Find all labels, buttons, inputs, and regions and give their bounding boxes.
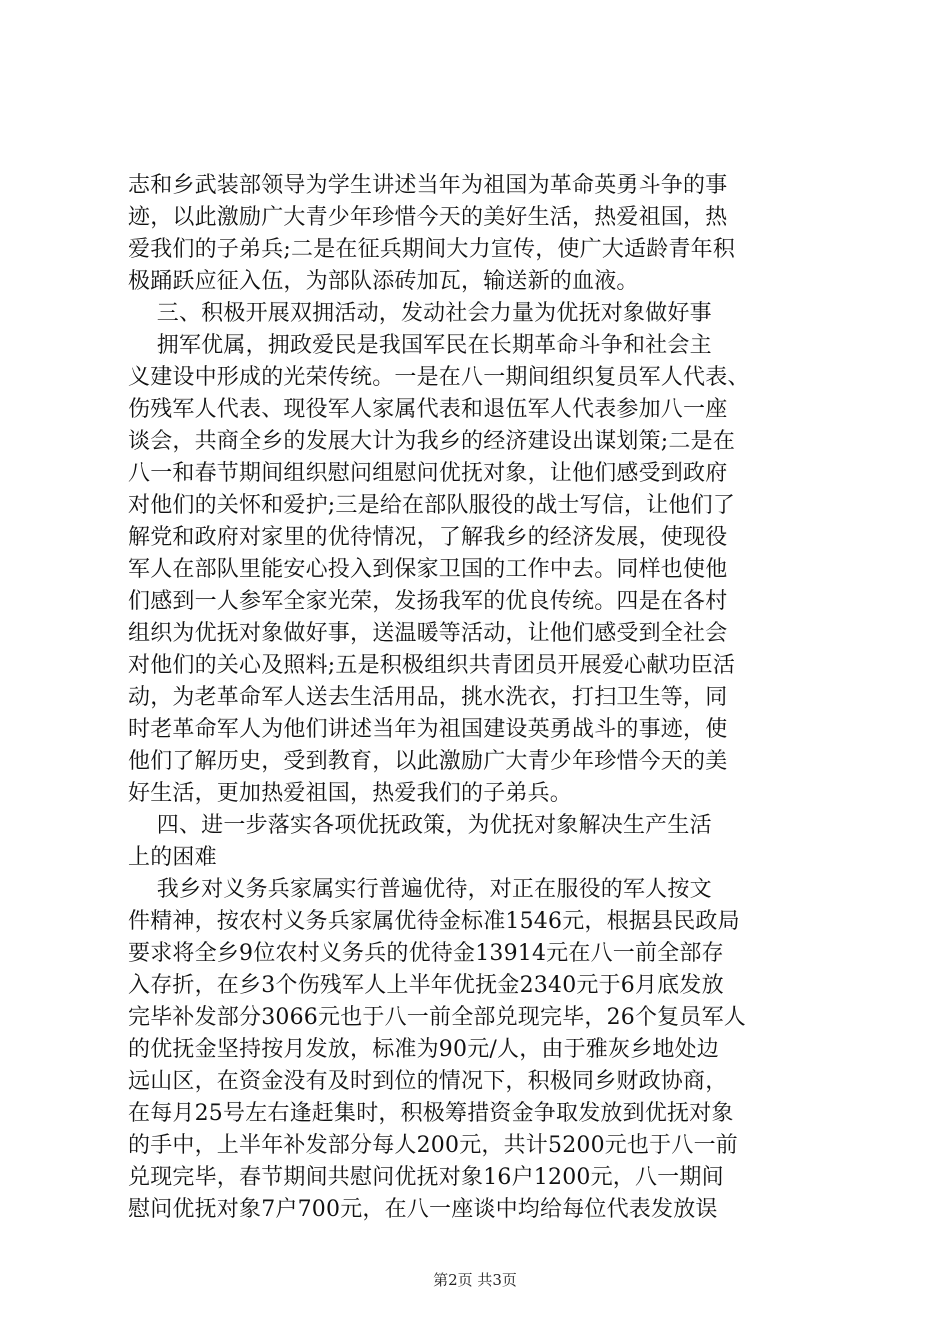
text-line: 的优抚金坚持按月发放，标准为90元/人，由于雅灰乡地处边 <box>128 1037 720 1062</box>
text-line: 伤残军人代表、现役军人家属代表和退伍军人代表参加八一座 <box>128 397 728 422</box>
text-line: 上的困难 <box>128 845 217 870</box>
text-line: 极踊跃应征入伍，为部队添砖加瓦，输送新的血液。 <box>128 269 639 294</box>
text-line: 组织为优抚对象做好事，送温暖等活动，让他们感受到全社会 <box>128 621 728 646</box>
text-line: 在每月25号左右逢赶集时，积极筹措资金争取发放到优抚对象 <box>128 1101 734 1126</box>
page-footer: 第2页 共3页 <box>433 1271 517 1289</box>
text-line: 志和乡武装部领导为学生讲述当年为祖国为革命英勇斗争的事 <box>128 173 728 198</box>
text-line: 爱我们的子弟兵;二是在征兵期间大力宣传，使广大适龄青年积 <box>128 237 736 262</box>
text-line: 们感到一人参军全家光荣，发扬我军的优良传统。四是在各村 <box>128 589 728 614</box>
text-line: 对他们的关怀和爱护;三是给在部队服役的战士写信，让他们了 <box>128 493 736 518</box>
text-line: 时老革命军人为他们讲述当年为祖国建设英勇战斗的事迹，使 <box>128 717 728 742</box>
text-line: 的手中，上半年补发部分每人200元，共计5200元也于八一前 <box>128 1133 738 1158</box>
text-line: 慰问优抚对象7户700元，在八一座谈中均给每位代表发放误 <box>128 1197 718 1222</box>
text-line: 要求将全乡9位农村义务兵的优待金13914元在八一前全部存 <box>128 941 724 966</box>
text-line: 迹，以此激励广大青少年珍惜今天的美好生活，热爱祖国，热 <box>128 205 728 230</box>
text-line: 谈会，共商全乡的发展大计为我乡的经济建设出谋划策;二是在 <box>128 429 736 454</box>
text-line: 动，为老革命军人送去生活用品，挑水洗衣，打扫卫生等，同 <box>128 685 728 710</box>
body-text <box>128 170 828 1226</box>
text-line: 我乡对义务兵家属实行普遍优待，对正在服役的军人按文 <box>128 877 712 902</box>
text-line: 件精神，按农村义务兵家属优待金标准1546元，根据县民政局 <box>128 909 740 934</box>
text-line: 完毕补发部分3066元也于八一前全部兑现完毕，26个复员军人 <box>128 1005 746 1030</box>
text-line: 解党和政府对家里的优待情况，了解我乡的经济发展，使现役 <box>128 525 728 550</box>
text-line: 对他们的关心及照料;五是积极组织共青团员开展爱心献功臣活 <box>128 653 736 678</box>
text-line: 三、积极开展双拥活动，发动社会力量为优抚对象做好事 <box>128 301 712 326</box>
text-line: 入存折，在乡3个伤残军人上半年优抚金2340元于6月底发放 <box>128 973 724 998</box>
text-line: 拥军优属，拥政爱民是我国军民在长期革命斗争和社会主 <box>128 333 712 358</box>
text-line: 远山区，在资金没有及时到位的情况下，积极同乡财政协商， <box>128 1069 728 1094</box>
text-line: 军人在部队里能安心投入到保家卫国的工作中去。同样也使他 <box>128 557 728 582</box>
text-line: 八一和春节期间组织慰问组慰问优抚对象，让他们感受到政府 <box>128 461 728 486</box>
text-line: 兑现完毕，春节期间共慰问优抚对象16户1200元，八一期间 <box>128 1165 724 1190</box>
text-line: 好生活，更加热爱祖国，热爱我们的子弟兵。 <box>128 781 573 806</box>
text-line: 他们了解历史，受到教育，以此激励广大青少年珍惜今天的美 <box>128 749 728 774</box>
text-line: 义建设中形成的光荣传统。一是在八一期间组织复员军人代表、 <box>128 365 750 390</box>
text-line: 四、进一步落实各项优抚政策，为优抚对象解决生产生活 <box>128 813 712 838</box>
